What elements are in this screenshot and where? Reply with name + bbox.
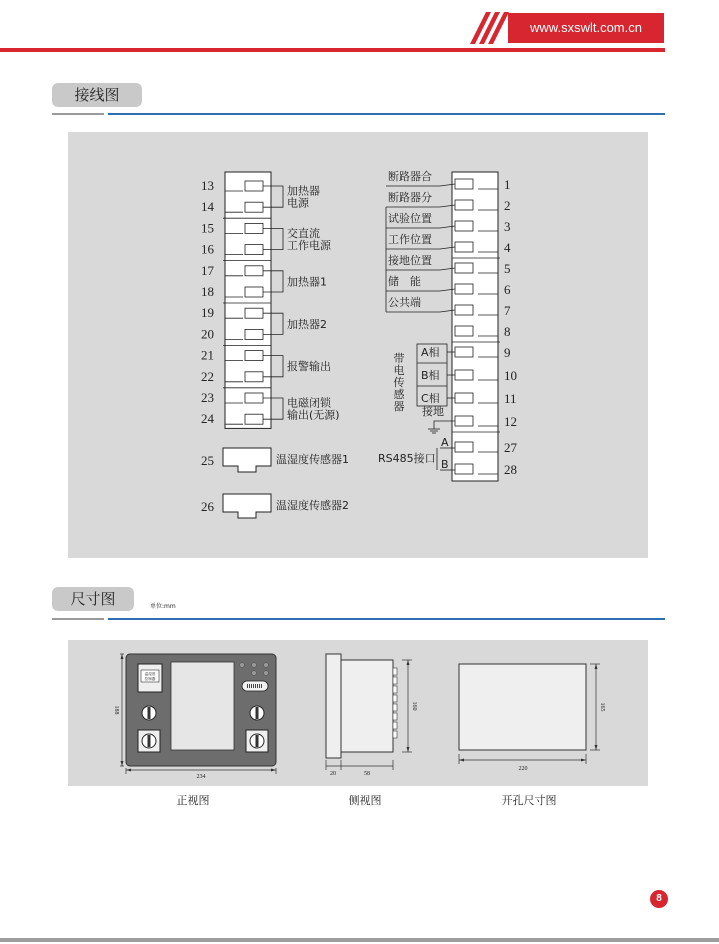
website-url: www.sxswlt.com.cn	[508, 13, 664, 43]
left-terminal-label: 加热器1	[287, 275, 327, 289]
terminal-slot	[455, 347, 473, 357]
terminal-number: 14	[201, 199, 214, 215]
sensor-connector-label: 温湿度传感器2	[276, 499, 349, 512]
cutout-width-dimension: 220	[518, 766, 528, 772]
phase-label: B相	[421, 369, 440, 382]
terminal-number: 6	[504, 282, 511, 297]
terminal-number: 9	[504, 345, 511, 360]
caption-side-view: 侧视图	[348, 794, 382, 807]
terminal-slot	[245, 329, 263, 339]
terminal-slot	[245, 245, 263, 255]
bottom-rule	[0, 938, 719, 942]
sensor-group-label-char: 感	[393, 388, 405, 401]
terminal-number: 11	[504, 391, 517, 406]
caption-cutout-view: 开孔尺寸图	[501, 794, 557, 807]
terminal-number: 19	[201, 305, 214, 321]
right-terminal-label: 接地位置	[388, 254, 432, 267]
terminal-number: 24	[201, 411, 214, 427]
section-title-dimensions: 尺寸图	[52, 587, 134, 611]
terminal-slot	[245, 414, 263, 424]
sensor-connector-label: 温湿度传感器1	[276, 453, 349, 466]
svg-text:控制器: 控制器	[144, 677, 156, 681]
section-rule-blue	[108, 113, 665, 115]
sensor-connector	[223, 494, 271, 518]
sensor-connector	[223, 448, 271, 472]
terminal-number: 21	[201, 347, 214, 363]
right-terminal-label: 储 能	[388, 275, 421, 288]
front-height-dimension: 188	[113, 705, 119, 715]
terminal-number: 28	[504, 462, 517, 477]
terminal-slot	[455, 416, 473, 426]
terminal-number: 10	[504, 368, 517, 383]
phase-label: A相	[421, 346, 440, 359]
terminal-slot	[455, 263, 473, 273]
sensor-group-label-char: 器	[393, 400, 405, 413]
section-rule-grey	[52, 113, 104, 115]
terminal-number: 13	[201, 178, 214, 193]
dimension-diagrams	[68, 640, 648, 786]
terminal-slot	[455, 464, 473, 474]
sensor-connector-number: 26	[201, 499, 214, 514]
terminal-number: 7	[504, 303, 511, 318]
rs485-label: RS485接口	[378, 452, 436, 465]
phase-label: C相	[421, 392, 440, 405]
terminal-slot	[455, 242, 473, 252]
terminal-slot	[455, 179, 473, 189]
terminal-slot	[245, 308, 263, 318]
front-width-dimension: 234	[196, 774, 206, 780]
terminal-number: 27	[504, 440, 517, 455]
terminal-number: 12	[504, 414, 517, 429]
terminal-slot	[455, 284, 473, 294]
terminal-number: 23	[201, 390, 214, 405]
terminal-slot	[455, 326, 473, 336]
right-terminal-label: 试验位置	[388, 212, 432, 225]
left-terminal-label: 电磁闭锁	[287, 396, 331, 410]
terminal-number: 4	[504, 240, 511, 255]
front-button-label: 温湿度	[144, 672, 156, 676]
terminal-number: 3	[504, 219, 511, 234]
terminal-slot	[245, 287, 263, 297]
page-number: 8	[650, 890, 668, 908]
terminal-number: 18	[201, 284, 214, 299]
rs485-a-label: A	[441, 436, 449, 449]
left-terminal-label: 交直流	[287, 227, 320, 240]
right-terminal-label: 断路器分	[388, 191, 432, 204]
terminal-slot	[245, 372, 263, 382]
section-rule-blue	[108, 618, 665, 620]
right-terminal-label: 断路器合	[388, 170, 432, 183]
terminal-number: 5	[504, 261, 511, 276]
right-terminal-label: 公共端	[388, 296, 421, 309]
caption-front-view: 正视图	[176, 794, 210, 807]
terminal-slot	[245, 351, 263, 361]
terminal-slot	[455, 442, 473, 452]
terminal-slot	[455, 393, 473, 403]
header-stripes-decoration	[466, 12, 514, 44]
sensor-group-label-char: 电	[393, 364, 405, 377]
left-terminal-label: 加热器2	[287, 317, 327, 331]
left-terminal-label: 报警输出	[287, 360, 331, 374]
terminal-slot	[455, 221, 473, 231]
left-terminal-label: 加热器	[287, 184, 320, 198]
left-terminal-label: 输出(无源)	[287, 408, 340, 422]
ground-label: 接地	[422, 405, 444, 418]
sensor-group-label-char: 带	[393, 352, 405, 365]
side-view	[326, 654, 417, 777]
wiring-diagram	[68, 132, 648, 558]
sensor-connector-number: 25	[201, 453, 214, 468]
side-height-dimension: 160	[411, 701, 417, 711]
left-terminal-label: 电源	[287, 196, 309, 210]
sensor-group-label-char: 传	[393, 376, 405, 389]
terminal-slot	[455, 370, 473, 380]
header-rule	[0, 48, 665, 52]
cutout-view	[459, 664, 605, 772]
terminal-slot	[245, 223, 263, 233]
terminal-number: 16	[201, 241, 214, 257]
terminal-number: 1	[504, 177, 511, 192]
terminal-number: 20	[201, 326, 214, 342]
terminal-slot	[455, 200, 473, 210]
left-terminal-label: 工作电源	[287, 239, 331, 252]
terminal-number: 17	[201, 262, 214, 278]
section-title-wiring: 接线图	[52, 83, 142, 107]
terminal-slot	[245, 266, 263, 276]
terminal-number: 15	[201, 220, 214, 236]
front-view	[113, 654, 276, 780]
rs485-b-label: B	[441, 458, 449, 471]
terminal-slot	[245, 181, 263, 191]
terminal-number: 22	[201, 368, 214, 384]
section-rule-grey	[52, 618, 104, 620]
unit-note: 单位:mm	[150, 603, 176, 610]
right-terminal-label: 工作位置	[388, 233, 432, 246]
terminal-number: 8	[504, 324, 511, 339]
dimension-diagram-panel	[68, 640, 648, 786]
terminal-slot	[455, 305, 473, 315]
terminal-number: 2	[504, 198, 511, 213]
terminal-slot	[245, 393, 263, 403]
terminal-slot	[245, 202, 263, 212]
wiring-diagram-panel	[68, 132, 648, 558]
cutout-height-dimension: 165	[599, 702, 605, 712]
side-depth-b-dimension: 58	[364, 771, 370, 777]
side-depth-a-dimension: 20	[330, 771, 336, 777]
